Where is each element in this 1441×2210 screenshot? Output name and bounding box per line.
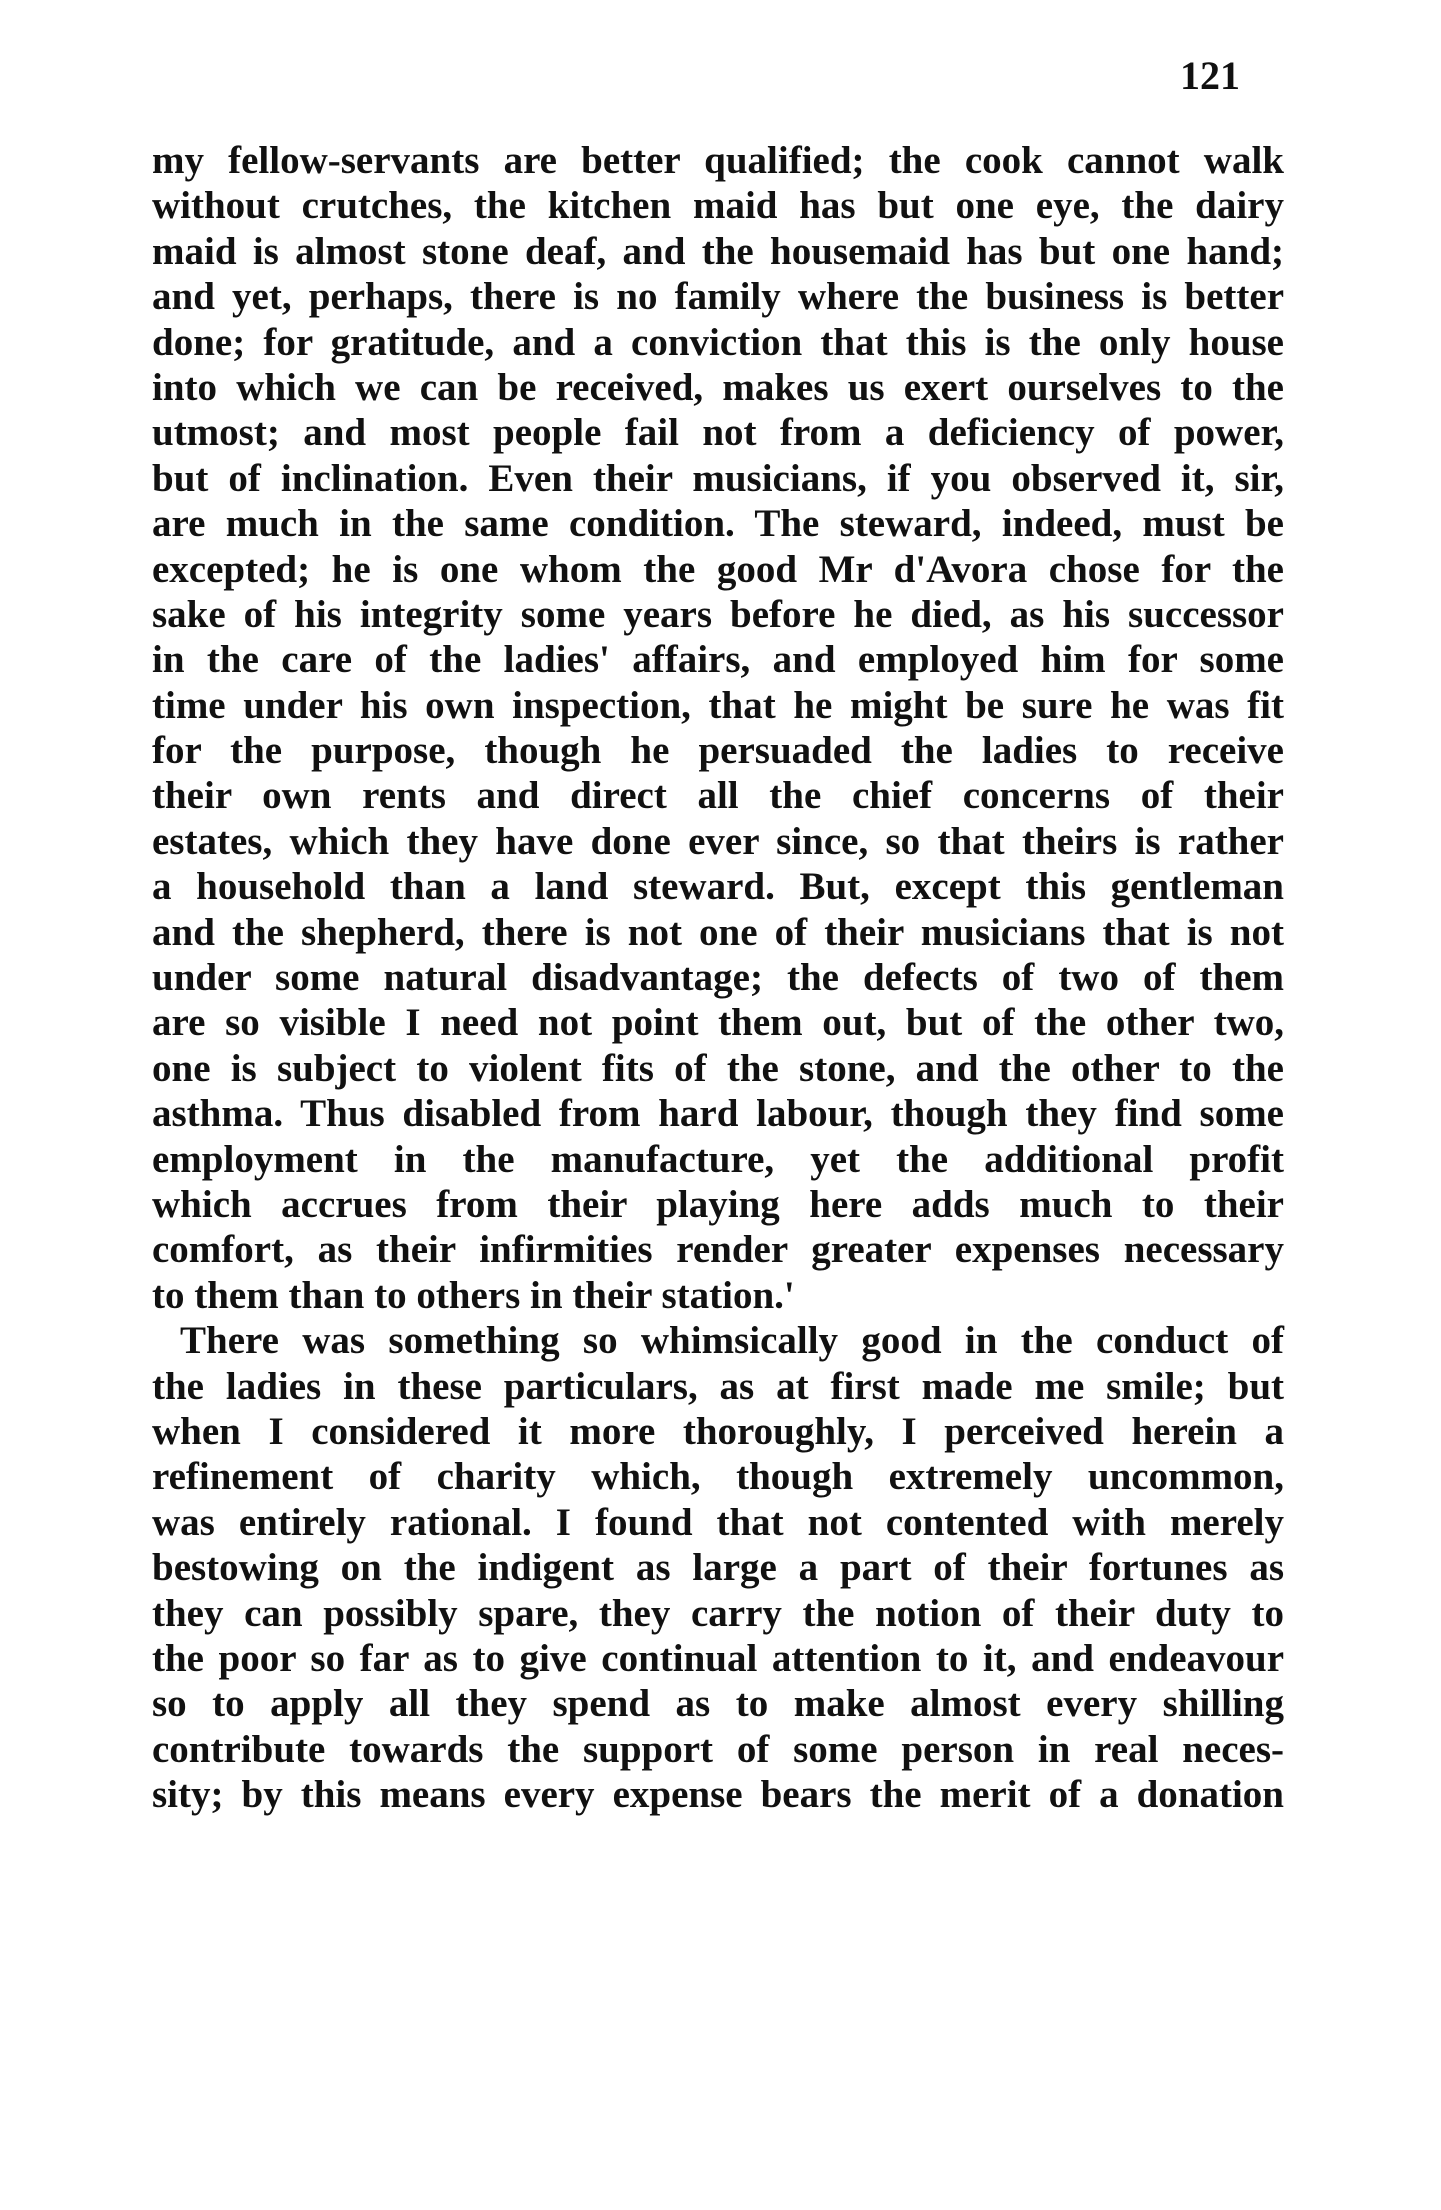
- text-line: sake of his integrity some years before he died, as his successor: [152, 592, 1284, 636]
- text-line: they can possibly spare, they carry the notion of their duty to: [152, 1591, 1284, 1635]
- text-line: comfort, as their infirmities render greater expenses necessary: [152, 1228, 1284, 1272]
- text-line: their own rents and direct all the chief concerns of their: [152, 774, 1284, 818]
- text-line: into which we can be received, makes us exert ourselves to the: [152, 365, 1284, 409]
- text-line: a household than a land steward. But, except this gentleman: [152, 865, 1284, 909]
- text-line: the ladies in these particulars, as at first made me smile; but: [152, 1364, 1284, 1408]
- text-line: one is subject to violent fits of the stone, and the other to the: [152, 1046, 1284, 1090]
- text-line: under some natural disadvantage; the defects of two of them: [152, 956, 1284, 1000]
- body-text: [152, 138, 1284, 1817]
- text-line: so to apply all they spend as to make almost every shilling: [152, 1682, 1284, 1726]
- text-line: for the purpose, though he persuaded the ladies to receive: [152, 729, 1284, 773]
- text-line: time under his own inspection, that he might be sure he was fit: [152, 683, 1284, 727]
- text-line: and the shepherd, there is not one of their musicians that is not: [152, 910, 1284, 954]
- text-line: which accrues from their playing here adds much to their: [152, 1182, 1284, 1226]
- page-number: 121: [1180, 53, 1240, 98]
- text-line: the poor so far as to give continual attention to it, and endeavour: [152, 1636, 1284, 1680]
- text-line: my fellow-servants are better qualified; the cook cannot walk: [152, 139, 1284, 182]
- text-line: and yet, perhaps, there is no family where the business is better: [152, 275, 1284, 319]
- text-line: maid is almost stone deaf, and the housemaid has but one hand;: [152, 229, 1284, 273]
- text-line: refinement of charity which, though extremely uncommon,: [152, 1455, 1284, 1499]
- text-line: without crutches, the kitchen maid has but one eye, the dairy: [152, 184, 1284, 228]
- text-line: are much in the same condition. The steward, indeed, must be: [152, 502, 1284, 546]
- text-line: to them than to others in their station.': [152, 1273, 795, 1317]
- text-line: but of inclination. Even their musicians, if you observed it, sir,: [152, 456, 1284, 500]
- text-line: contribute towards the support of some person in real neces-: [152, 1727, 1284, 1771]
- text-line: when I considered it more thoroughly, I perceived herein a: [152, 1409, 1284, 1453]
- text-line: employment in the manufacture, yet the additional profit: [152, 1137, 1284, 1181]
- text-line: was entirely rational. I found that not contented with merely: [152, 1500, 1284, 1544]
- text-line: estates, which they have done ever since, so that theirs is rather: [152, 819, 1284, 863]
- text-line: are so visible I need not point them out, but of the other two,: [152, 1001, 1284, 1045]
- text-line: sity; by this means every expense bears the merit of a donation: [152, 1773, 1284, 1817]
- text-line: in the care of the ladies' affairs, and employed him for some: [152, 638, 1284, 682]
- text-line: bestowing on the indigent as large a part of their fortunes as: [152, 1546, 1284, 1590]
- text-line: done; for gratitude, and a conviction that this is the only house: [152, 320, 1284, 364]
- text-line: excepted; he is one whom the good Mr d'Avora chose for the: [152, 547, 1284, 591]
- text-line: There was something so whimsically good in the conduct of: [180, 1319, 1284, 1363]
- text-line: utmost; and most people fail not from a deficiency of power,: [152, 411, 1284, 455]
- text-line: asthma. Thus disabled from hard labour, though they find some: [152, 1092, 1284, 1136]
